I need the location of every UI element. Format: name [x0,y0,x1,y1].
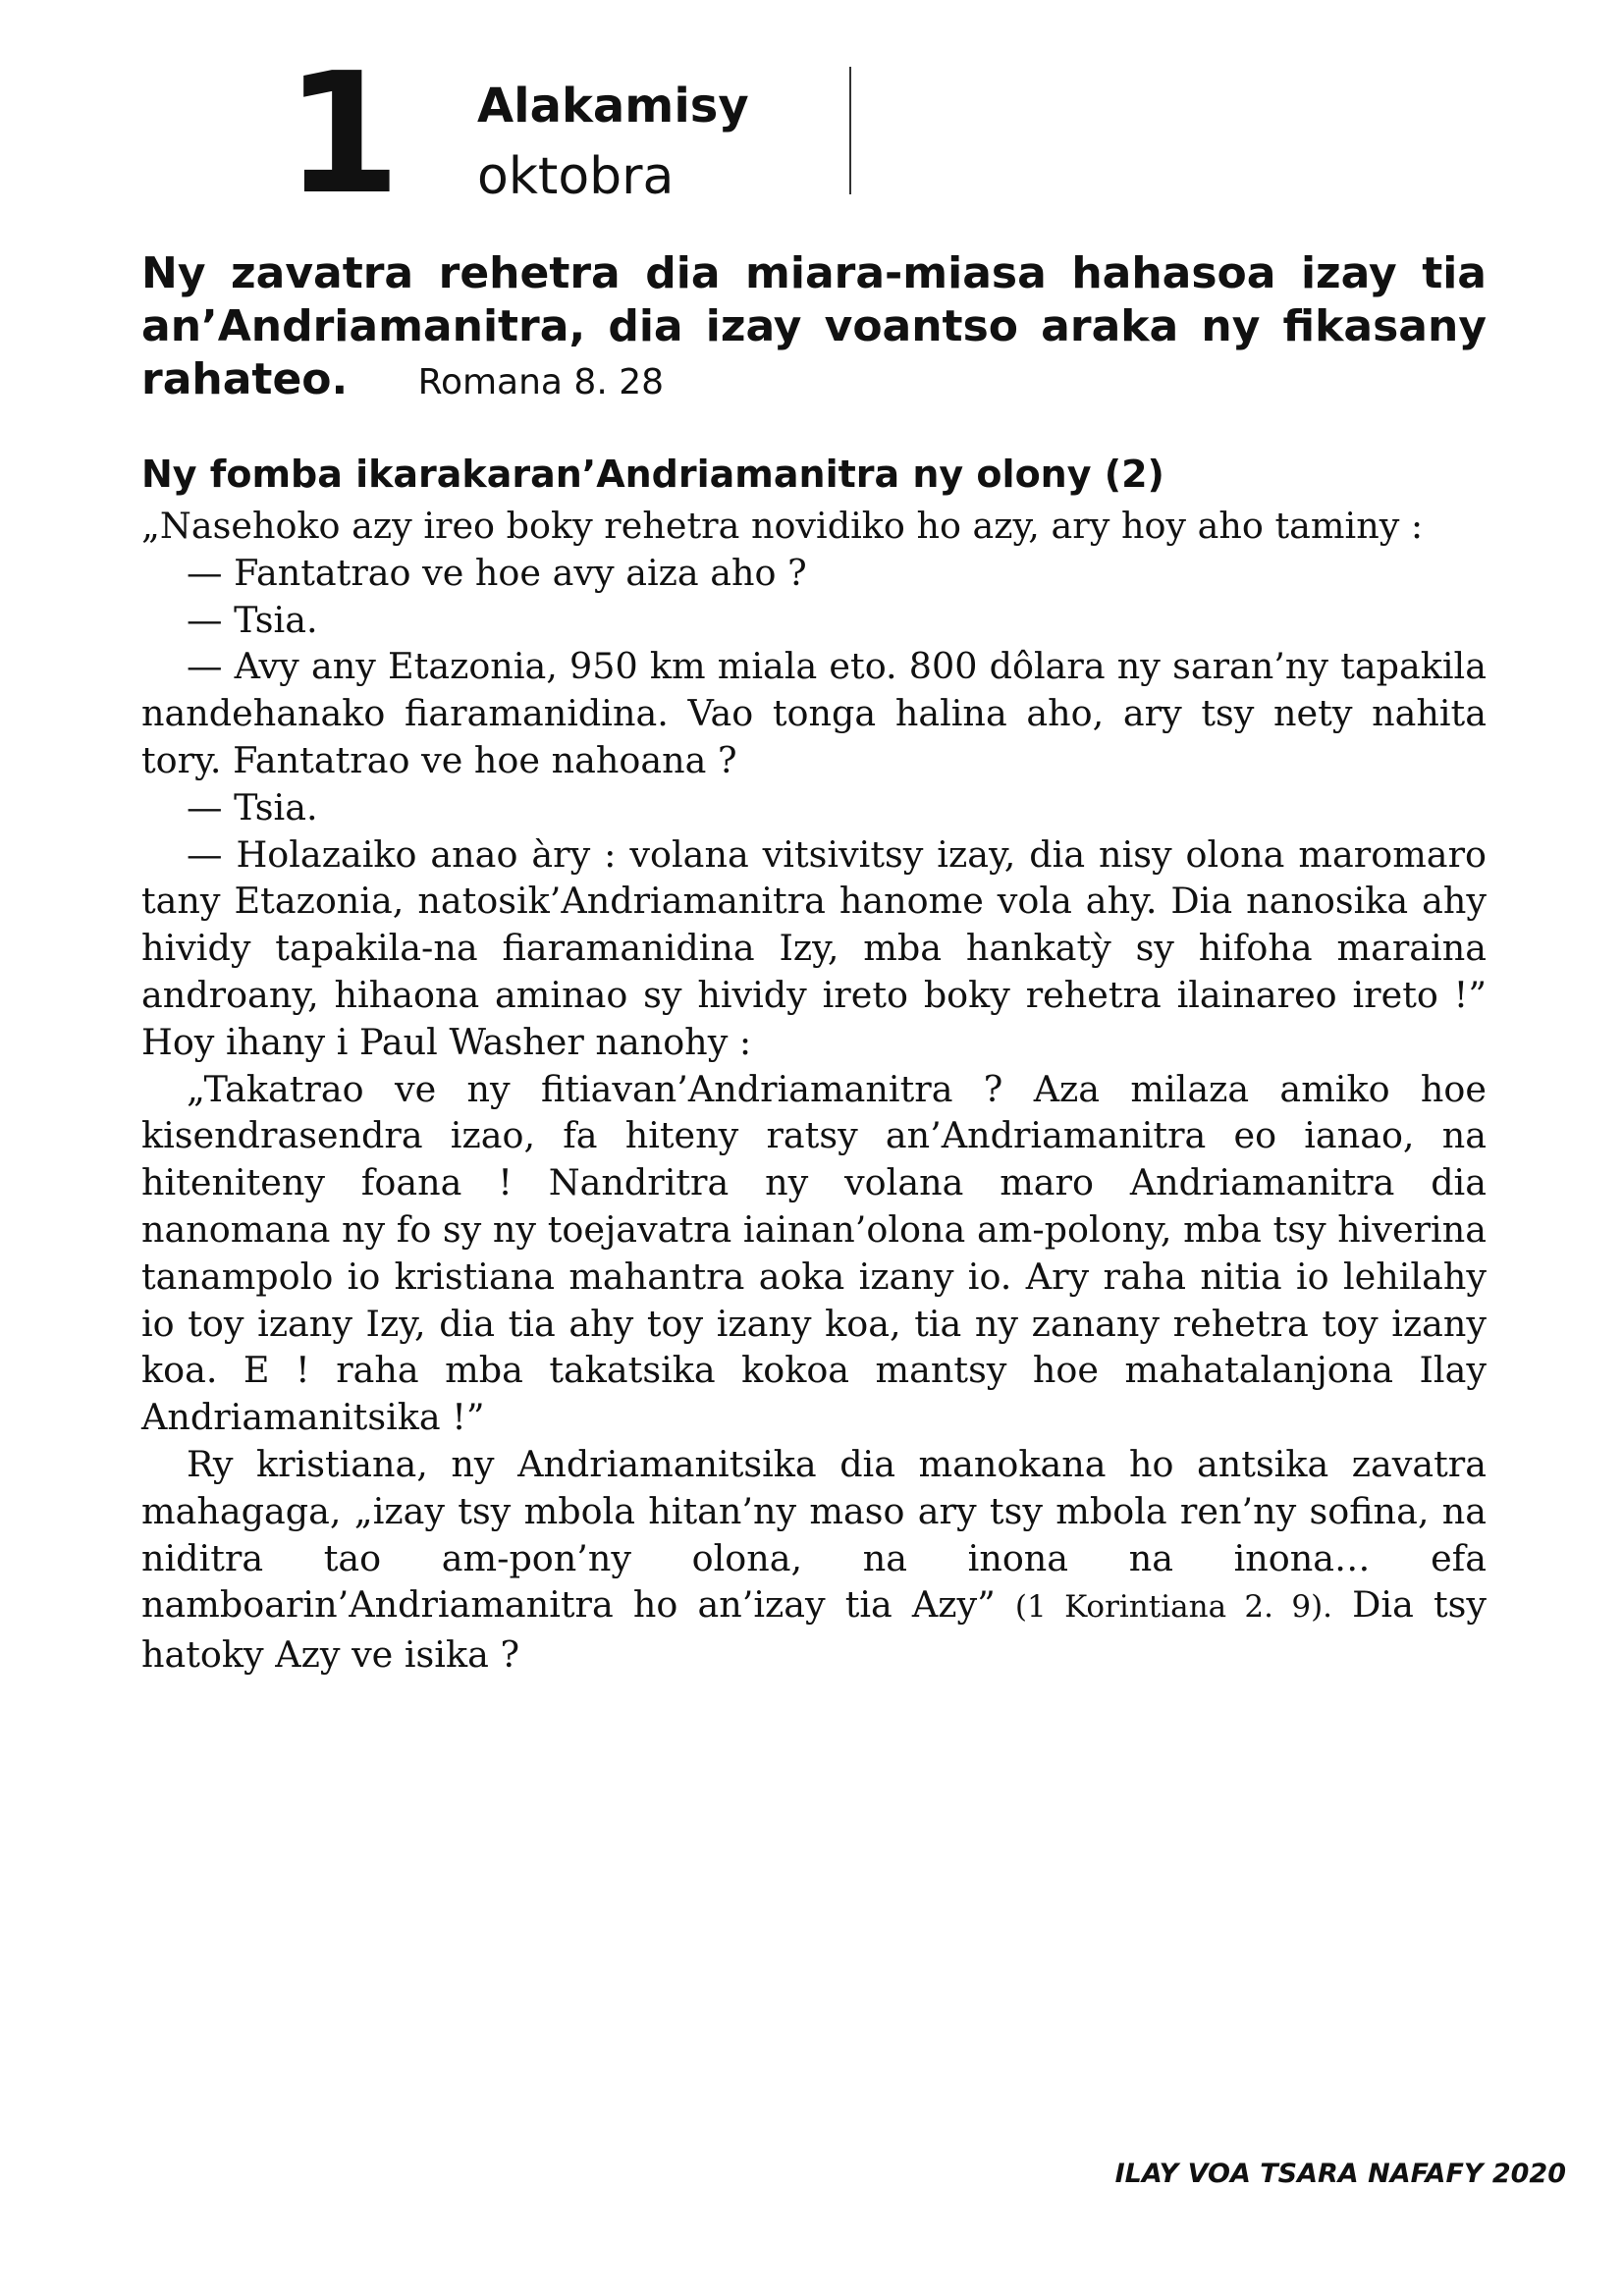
paragraph: — Fantatrao ve hoe avy aiza aho ? [187,551,807,594]
verse-text: Ny zavatra rehetra dia miara-miasa hahasoa izay tia an’Andriamanitra, dia izay voantso araka ny fikasany rahateo. [141,248,1487,404]
closing-question: Dia tsy hatoky Azy ve isika ? [141,1583,1487,1677]
weekday-label: Alakamisy [477,79,749,133]
daily-verse [141,247,1487,409]
paragraph: „Takatrao ve ny fitiavan’Andriamanitra ? Aza milaza amiko hoe kisendrasendra izao, fa hiteny ratsy an’Andriamanitra eo ianao, na hiteniteny foana ! Nandritra ny volana maro Andriamanitra dia nanomana ny fo sy ny toejavatra iainan’olona am-polony, mba tsy hiverina tanampolo io kristiana mahantra aoka izany io. Ary raha nitia io lehilahy io toy izany Izy, dia tia ahy toy izany koa, tia ny zanany rehetra toy izany koa. E ! raha mba takatsika kokoa mantsy hoe mahatalanjona Ilay Andriamanitsika !” [141,1067,1487,1439]
paragraph: „Nasehoko azy ireo boky rehetra novidiko ho azy, ary hoy aho taminy : [141,505,1424,547]
verse-reference: Romana 8. 28 [417,362,665,402]
scripture-reference: (1 Korintiana 2. 9). [1014,1589,1333,1626]
paragraph: — Tsia. [187,598,318,641]
date-header [285,37,874,232]
paragraph: — Avy any Etazonia, 950 km miala eto. 800 dôlara ny saran’ny tapakila nandehanako fiaramanidina. Vao tonga halina aho, ary tsy nety nahita tory. Fantatrao ve hoe nahoana ? [141,645,1487,781]
paragraph: — Holazaiko anao àry : volana vitsivitsy izay, dia nisy olona maromaro tany Etazonia, natosik’Andriamanitra hanome vola ahy. Dia nanosika ahy hividy tapakila-na fiaramanidina Izy, mba hankatỳ sy hifoha maraina androany, hihaona aminao sy hividy ireto boky rehetra ilainareo ireto !” Hoy ihany i Paul Washer nanohy : [141,832,1487,1063]
paragraph: — Tsia. [187,785,318,828]
day-number: 1 [285,37,398,232]
publication-footer: ILAY VOA TSARA NAFAFY 2020 [1114,2159,1566,2189]
article-title: Ny fomba ikarakaran’Andriamanitra ny olony (2) [141,453,1164,496]
closing-text: Ry kristiana, ny Andriamanitsika dia manokana ho antsika zavatra mahagaga, „izay tsy mbola hitan’ny maso ary tsy mbola ren’ny sofina, na niditra tao am-pon’ny olona, na inona na inona… efa namboarin’Andriamanitra ho an’izay tia Azy” [141,1442,1487,1627]
header-divider [849,67,851,194]
article-body [141,503,1487,1679]
closing-paragraph [141,1441,1487,1679]
month-label: oktobra [477,147,675,206]
